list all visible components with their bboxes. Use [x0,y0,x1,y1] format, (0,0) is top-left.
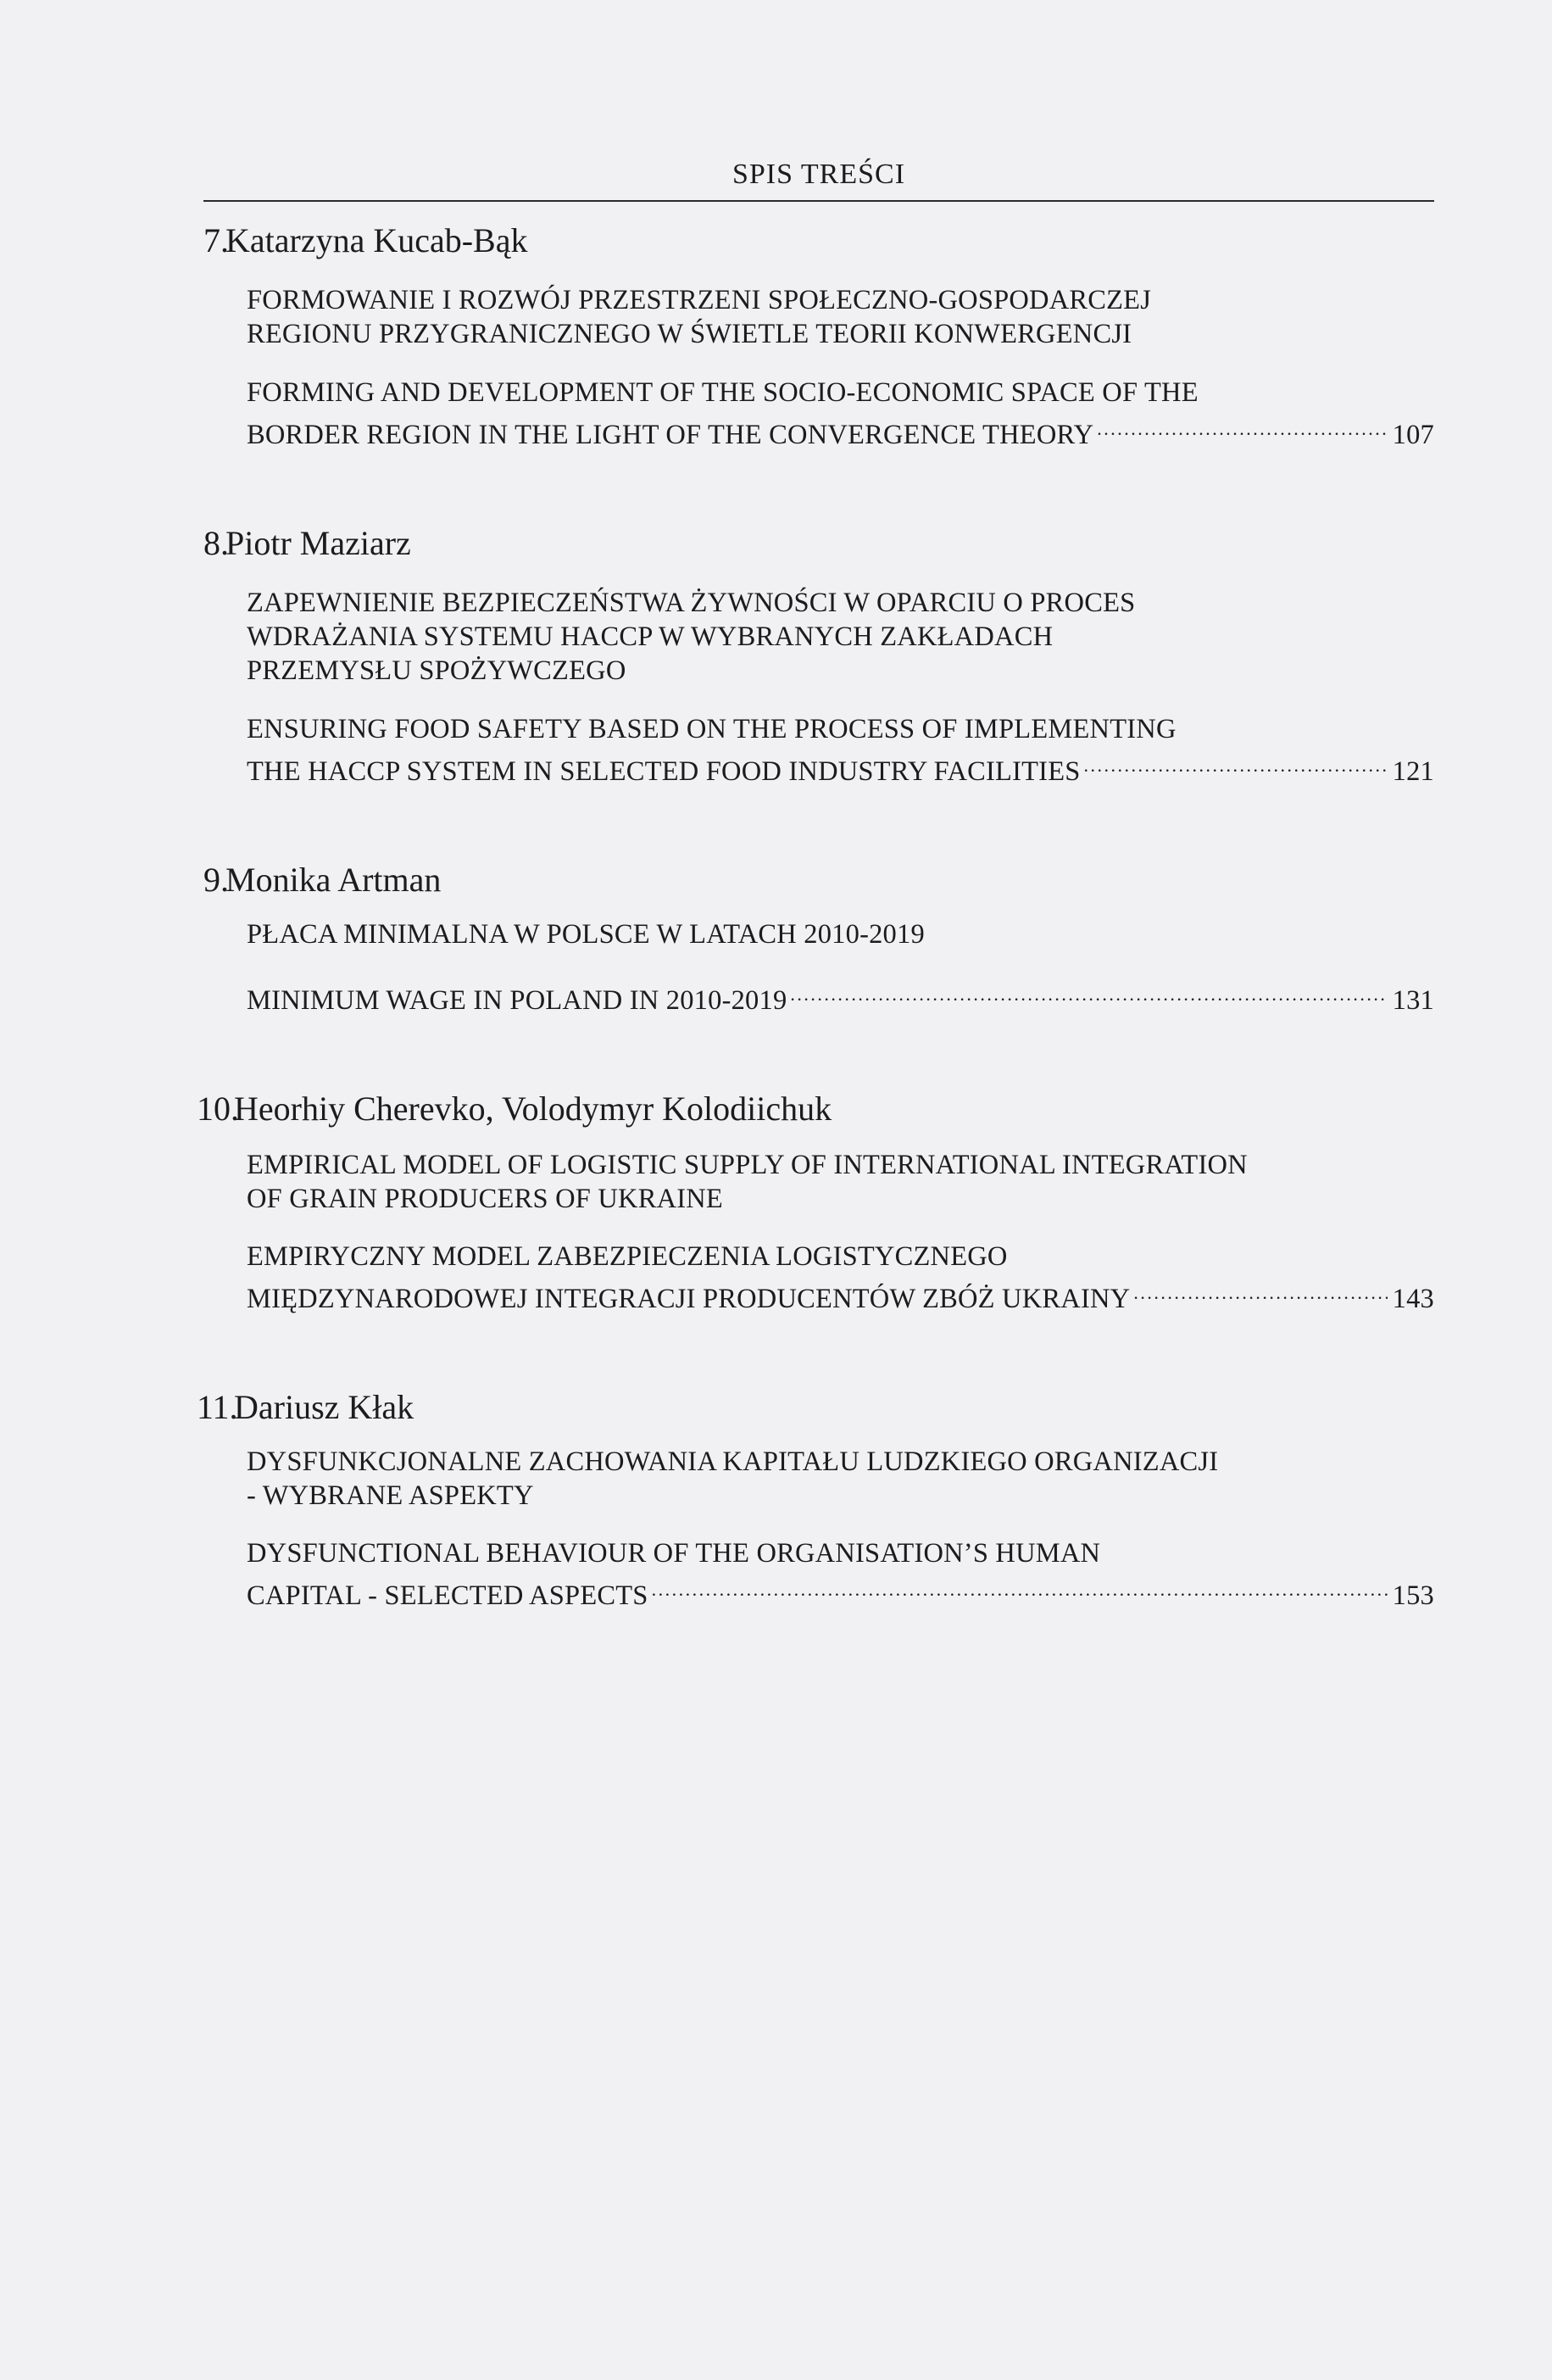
title-line: DYSFUNCTIONAL BEHAVIOUR OF THE ORGANISATION’S HUMAN [247,1538,1101,1569]
title-translation [247,1536,1434,1613]
toc-entry-heading: 8.Piotr Maziarz [203,518,1434,569]
title-line: WDRAŻANIA SYSTEMU HACCP W WYBRANYCH ZAKŁADACH [247,621,1054,652]
title-original [247,1148,1434,1216]
toc-entry [197,1382,1434,1613]
title-translation [247,376,1434,452]
entry-titles [247,1445,1434,1613]
title-line: OF GRAIN PRODUCERS OF UKRAINE [247,1184,723,1214]
title-line: DYSFUNKCJONALNE ZACHOWANIA KAPITAŁU LUDZKIEGO ORGANIZACJI [247,1446,1219,1477]
page-number: 131 [1392,985,1434,1016]
entry-titles [247,1148,1434,1316]
header-rule [203,200,1434,202]
title-original [247,586,1434,688]
title-line-with-page [247,1274,1434,1316]
title-line-with-page [247,746,1434,789]
title-line-with-page [247,1570,1434,1613]
title-line: EMPIRICAL MODEL OF LOGISTIC SUPPLY OF INTERNATIONAL INTEGRATION [247,1150,1248,1180]
dot-leader [652,1570,1388,1604]
entry-titles [247,283,1434,452]
dot-leader [1084,746,1388,780]
toc-entry-heading: 7.Katarzyna Kucab-Bąk [203,215,1434,266]
title-line: - WYBRANE ASPEKTY [247,1480,534,1511]
dot-leader [1133,1274,1387,1307]
page-number: 153 [1392,1580,1434,1611]
page-number: 121 [1392,756,1434,787]
title-line: REGIONU PRZYGRANICZNEGO W ŚWIETLE TEORII KONWERGENCJI [247,319,1132,349]
title-line: PRZEMYSŁU SPOŻYWCZEGO [247,655,626,686]
author-name: Katarzyna Kucab-Bąk [225,221,528,259]
entry-titles [247,586,1434,789]
title-line: EMPIRYCZNY MODEL ZABEZPIECZENIA LOGISTYCZNEGO [247,1241,1008,1272]
entry-titles [247,917,1434,1017]
toc-entry-heading: 10.Heorhiy Cherevko, Volodymyr Kolodiichuk [203,1084,1434,1134]
dot-leader [1097,410,1387,443]
toc-entry [203,855,1434,1017]
title-line: THE HACCP SYSTEM IN SELECTED FOOD INDUSTRY FACILITIES [247,756,1081,787]
title-translation [247,975,1434,1017]
title-line: FORMING AND DEVELOPMENT OF THE SOCIO-ECONOMIC SPACE OF THE [247,377,1199,408]
author-name: Dariusz Kłak [234,1388,414,1426]
document-page [197,153,1434,1613]
title-line: MINIMUM WAGE IN POLAND IN 2010-2019 [247,985,787,1016]
title-line: CAPITAL - SELECTED ASPECTS [247,1580,648,1611]
title-line: MIĘDZYNARODOWEJ INTEGRACJI PRODUCENTÓW ZBÓŻ UKRAINY [247,1284,1131,1314]
table-of-contents [197,215,1434,1613]
title-line: ZAPEWNIENIE BEZPIECZEŃSTWA ŻYWNOŚCI W OPARCIU O PROCES [247,588,1136,618]
title-original [247,917,1434,951]
title-original [247,283,1434,351]
author-name: Monika Artman [225,861,442,899]
title-line: FORMOWANIE I ROZWÓJ PRZESTRZENI SPOŁECZNO-GOSPODARCZEJ [247,285,1152,315]
toc-entry-heading: 9.Monika Artman [203,855,1434,906]
page-number: 143 [1392,1284,1434,1314]
toc-entry-heading: 11.Dariusz Kłak [203,1382,1434,1433]
title-line: BORDER REGION IN THE LIGHT OF THE CONVERGENCE THEORY [247,420,1094,450]
page-number: 107 [1392,420,1434,450]
toc-entry [203,518,1434,789]
title-line: PŁACA MINIMALNA W POLSCE W LATACH 2010-2019 [247,919,925,950]
title-translation [247,1240,1434,1316]
title-line: ENSURING FOOD SAFETY BASED ON THE PROCESS OF IMPLEMENTING [247,714,1177,744]
running-header: SPIS TREŚCI [731,159,906,190]
title-original [247,1445,1434,1513]
toc-entry [197,1084,1434,1316]
author-name: Piotr Maziarz [225,524,411,562]
title-line-with-page [247,975,1434,1017]
toc-entry [203,215,1434,452]
title-line-with-page [247,410,1434,452]
dot-leader [790,975,1387,1009]
author-name: Heorhiy Cherevko, Volodymyr Kolodiichuk [234,1090,832,1128]
title-translation [247,712,1434,789]
